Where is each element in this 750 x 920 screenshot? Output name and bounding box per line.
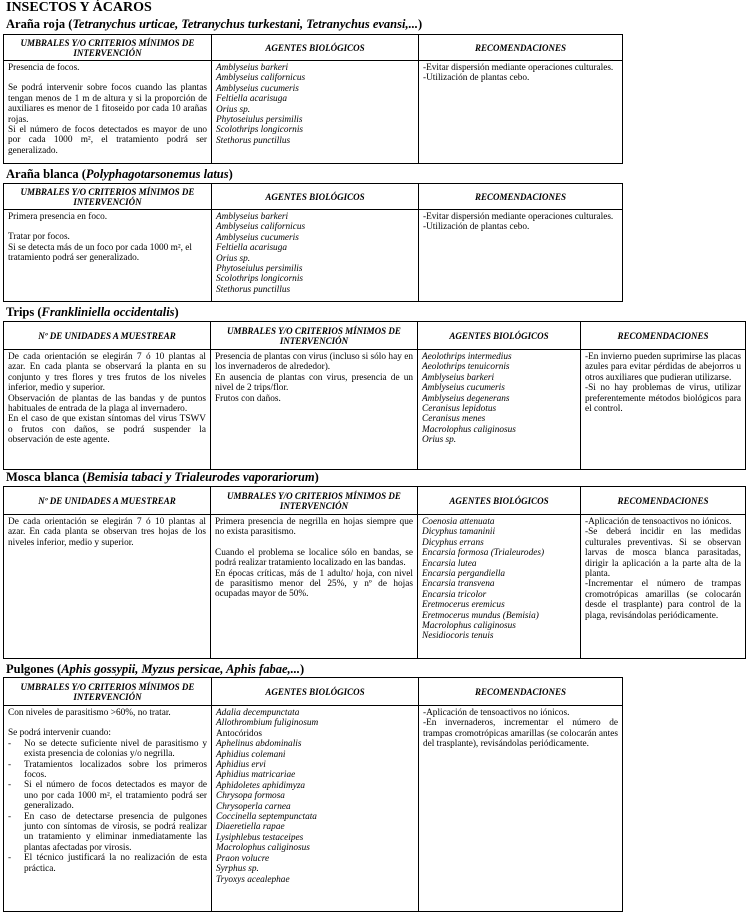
section-title-trips [6, 305, 179, 319]
table-pulgones [3, 677, 623, 912]
header-agentes: AGENTES BIOLÓGICOS [212, 678, 419, 706]
cell-umbrales [4, 706, 212, 912]
cell-text: De cada orientación se elegirán 7 ó 10 plantas al azar. En cada planta se observan tres hojas de los niveles inferior, medio y superior. [8, 517, 206, 548]
agent-name: Feltiella acarisuga [216, 94, 288, 105]
header-recomendaciones: RECOMENDACIONES [419, 678, 623, 706]
section-title-part: Araña roja ( [6, 17, 73, 31]
agent-name: Diaeretiella rapae [216, 822, 285, 833]
agent-name: Encarsia tricolor [422, 589, 487, 600]
header-unidades: Nº DE UNIDADES A MUESTREAR [4, 487, 211, 515]
agent-name: Coccinella septempunctata [216, 812, 317, 823]
agent-name: Adalia decempunctata [216, 708, 300, 718]
cell-text: En el caso de que existan síntomas del virus TSWV o frutos con daños, se podrá suspender la observación de este agente. [8, 414, 206, 446]
cell-text: De cada orientación se elegirán 7 ó 10 plantas al azar. En cada planta se observará la planta en su conjunto y tres flores y tres frutos de los niveles inferior, medio y superior. [8, 352, 206, 394]
agent-name: Tryoxys acealephae [216, 874, 290, 885]
header-umbrales: UMBRALES Y/O CRITERIOS MÍNIMOS DE INTERVENCIÓN [211, 487, 418, 515]
agent-name: Dicyphus tamaninii [422, 527, 496, 538]
section-title-part: ) [417, 17, 423, 31]
agent-name: Stethorus punctillus [216, 135, 291, 146]
section-title-aranya-roja [6, 17, 422, 31]
cell-unidades [4, 515, 211, 659]
cell-unidades [4, 350, 211, 470]
cell-agentes [418, 515, 581, 659]
section-title-mosca-blanca [6, 470, 319, 484]
criteria-list [8, 739, 207, 874]
cell-text: -Utilización de plantas cebo. [423, 73, 530, 84]
cell-text: Presencia de focos. [8, 63, 80, 73]
cell-text: Presencia de plantas con virus (incluso si sólo hay en los invernaderos de alrededor). [215, 352, 413, 373]
agent-name: Aeolothrips intermedius [422, 352, 512, 362]
cell-text: Observación de plantas de las bandas y de puntos habituales de entrada de la plaga al invernadero. [8, 393, 206, 415]
section-title-part: Araña blanca ( [6, 167, 86, 181]
agent-name: Orius sp. [216, 253, 251, 264]
agent-name: Praon volucre [216, 853, 270, 864]
agent-name: Aphelinus abdominalis [216, 739, 302, 750]
cell-text: -Utilización de plantas cebo. [423, 222, 530, 233]
agent-name: Lysiphlebus testaceipes [216, 832, 304, 843]
agent-name: Macrolophus caliginosus [422, 621, 516, 632]
agent-name: Aphidius matricariae [216, 770, 296, 781]
agent-name: Antocóridos [216, 728, 262, 739]
agent-name: Amblyseius barkeri [216, 63, 289, 73]
cell-text: -Incrementar el número de trampas cromotrópicas amarillas (se colocarán desde el trasplante) para control de la plaga, revisándolas periódicamente. [585, 579, 741, 621]
cell-text: En ausencia de plantas con virus, presencia de un nivel de 2 trips/flor. [215, 372, 413, 394]
cell-text: En épocas críticas, más de 1 adulto/ hoja, con nivel de parasitismo menor del 25%, y nº de hojas ocupadas mayor de 50%. [215, 568, 413, 600]
list-item: - El técnico justificará la no realización de esta práctica. [8, 853, 207, 874]
agent-name: Syrphus sp. [216, 864, 259, 875]
agent-name: Amblyseius cucumeris [422, 383, 505, 394]
cell-text: -Evitar dispersión mediante operaciones culturales. [423, 63, 614, 73]
cell-text: Tratar por focos. [8, 232, 70, 243]
list-item: - No se detecte suficiente nivel de parasitismo y exista presencia de colonias y/o negrilla. [8, 739, 207, 760]
agent-name: Encarsia pergandiella [422, 569, 506, 580]
header-umbrales: UMBRALES Y/O CRITERIOS MÍNIMOS DE INTERVENCIÓN [4, 184, 212, 210]
cell-recomendaciones [581, 350, 746, 470]
cell-umbrales [4, 61, 212, 164]
cell-agentes [212, 61, 419, 164]
agent-name: Stethorus punctillus [216, 284, 291, 295]
table-trips [3, 321, 746, 470]
cell-text: Se podrá intervenir sobre focos cuando las plantas tengan menos de 1 m de altura y si la proporción de auxiliares es menor de 1 fitoseido por cada 10 arañas rojas. [8, 83, 207, 125]
cell-text: -En invierno pueden suprimirse las placas azules para evitar pérdidas de abejorros u otros auxiliares que pudieran utilizarse. [585, 352, 741, 383]
header-umbrales: UMBRALES Y/O CRITERIOS MÍNIMOS DE INTERVENCIÓN [4, 678, 212, 706]
section-title-aranya-blanca [6, 167, 233, 181]
agent-name: Feltiella acarisuga [216, 243, 288, 254]
table-aranya-roja [3, 34, 623, 164]
section-title-part: ) [314, 470, 319, 484]
cell-umbrales [4, 210, 212, 302]
agent-name: Macrolophus caliginosus [216, 843, 310, 854]
section-title-part: ) [228, 167, 233, 181]
agent-name: Aphidius ervi [216, 760, 266, 771]
cell-agentes [212, 706, 419, 912]
agent-name: Amblyseius californicus [216, 73, 306, 84]
agent-name: Aeolothrips tenuicornis [422, 362, 510, 373]
agent-name: Aphidoletes aphidimyza [216, 780, 306, 791]
agent-name: Amblyseius cucumeris [216, 83, 299, 94]
cell-umbrales [211, 350, 418, 470]
cell-text: -Aplicación de tensoactivos no iónicos. [585, 517, 732, 527]
agent-name: Nesidiocoris tenuis [422, 631, 494, 642]
cell-text: Si el número de focos detectados es mayor de uno por cada 1000 m², el tratamiento podrá ser generalizado. [8, 125, 207, 156]
cell-recomendaciones [419, 61, 623, 164]
agent-name: Amblyseius barkeri [422, 372, 495, 383]
table-mosca-blanca [3, 486, 746, 659]
agent-name: Amblyseius californicus [216, 222, 306, 233]
header-umbrales: UMBRALES Y/O CRITERIOS MÍNIMOS DE INTERVENCIÓN [4, 35, 212, 61]
section-title-pulgones [6, 662, 304, 676]
header-agentes: AGENTES BIOLÓGICOS [418, 322, 581, 350]
header-umbrales: UMBRALES Y/O CRITERIOS MÍNIMOS DE INTERVENCIÓN [211, 322, 418, 350]
section-title-part: ) [300, 662, 305, 676]
list-item: - Tratamientos localizados sobre los primeros focos. [8, 760, 207, 781]
section-title-part: Mosca blanca ( [6, 470, 87, 484]
cell-umbrales [211, 515, 418, 659]
cell-text: Cuando el problema se localice sólo en bandas, se podrá realizar tratamiento localizado en las bandas. [215, 547, 413, 569]
header-agentes: AGENTES BIOLÓGICOS [212, 184, 419, 210]
section-title-part: Trips ( [6, 305, 42, 319]
section-title-part: Bemisia tabaci y Trialeurodes vaporariorum [86, 470, 315, 484]
agent-name: Allothrombium fuliginosum [216, 718, 319, 729]
agent-name: Amblyseius cucumeris [216, 232, 299, 243]
agent-name: Phytoseiulus persimilis [216, 264, 303, 275]
agent-name: Encarsia formosa (Trialeurodes) [422, 548, 545, 559]
agent-name: Orius sp. [216, 104, 251, 115]
agent-name: Phytoseiulus persimilis [216, 115, 303, 126]
cell-agentes [212, 210, 419, 302]
header-unidades: Nº DE UNIDADES A MUESTREAR [4, 322, 211, 350]
cell-text: Primera presencia en foco. [8, 212, 108, 222]
cell-text: Frutos con daños. [215, 393, 281, 404]
agent-name: Coenosia attenuata [422, 517, 495, 527]
table-aranya-blanca [3, 183, 623, 302]
agent-name: Orius sp. [422, 435, 457, 446]
agent-name: Eretmocerus eremicus [422, 600, 505, 611]
cell-text: Primera presencia de negrilla en hojas siempre que no exista parasitismo. [215, 517, 413, 538]
agent-name: Aphidius colemani [216, 749, 286, 760]
list-item: - En caso de detectarse presencia de pulgones junto con síntomas de virosis, se podrá realizar un tratamiento y eliminar inmediatamente las plantas afectadas por virosis. [8, 812, 207, 854]
header-recomendaciones: RECOMENDACIONES [419, 35, 623, 61]
list-item: - Si el número de focos detectados es mayor de uno por cada 1000 m², el tratamiento podrá ser generalizado. [8, 780, 207, 811]
cell-text: Con niveles de parasitismo >60%, no tratar. [8, 708, 171, 718]
cell-recomendaciones [419, 210, 623, 302]
agent-name: Dicyphus errans [422, 537, 484, 548]
agent-name: Macrolophus caliginosus [422, 424, 516, 435]
cell-recomendaciones [581, 515, 746, 659]
agent-name: Eretmocerus mundus (Bemisia) [422, 610, 539, 621]
section-title-part: Aphis gossypii, Myzus persicae, Aphis fabae,... [61, 662, 301, 676]
agent-name: Encarsia transvena [422, 579, 495, 590]
section-title-part: Tetranychus urticae, Tetranychus turkestani, Tetranychus evansi,... [72, 17, 418, 31]
agent-name: Chrysopa formosa [216, 791, 285, 802]
cell-text: -Evitar dispersión mediante operaciones culturales. [423, 212, 614, 222]
header-agentes: AGENTES BIOLÓGICOS [418, 487, 581, 515]
section-title-part: Pulgones ( [6, 662, 62, 676]
section-title-part: ) [174, 305, 179, 319]
cell-text: Se podrá intervenir cuando: [8, 728, 112, 739]
cell-text: -Aplicación de tensoactivos no iónicos. [423, 708, 570, 718]
header-agentes: AGENTES BIOLÓGICOS [212, 35, 419, 61]
agent-name: Amblyseius degenerans [422, 393, 510, 404]
header-recomendaciones: RECOMENDACIONES [581, 322, 746, 350]
section-title-part: Frankliniella occidentalis [41, 305, 175, 319]
agent-name: Scolothrips longicornis [216, 274, 304, 285]
agent-name: Ceranisus lepidotus [422, 404, 497, 415]
header-recomendaciones: RECOMENDACIONES [581, 487, 746, 515]
cell-text: -Se deberá incidir en las medidas culturales preventivas. Si se observan larvas de mosca blanca parasitadas, dirigir la aplicación a la parte alta de la planta. [585, 527, 741, 580]
cell-text: -En invernaderos, incrementar el número de trampas cromotrópicas amarillas (se colocarán antes del trasplante), revisándolas periódicamente. [423, 718, 618, 750]
header-recomendaciones: RECOMENDACIONES [419, 184, 623, 210]
page-title: INSECTOS Y ÁCAROS [6, 0, 152, 15]
agent-name: Amblyseius barkeri [216, 212, 289, 222]
agent-name: Encarsia lutea [422, 558, 477, 569]
agent-name: Scolothrips longicornis [216, 125, 304, 136]
section-title-part: Polyphagotarsonemus latus [85, 167, 229, 181]
cell-text: -Si no hay problemas de virus, utilizar preferentemente métodos biológicos para el control. [585, 383, 741, 415]
cell-agentes [418, 350, 581, 470]
agent-name: Chrysoperla carnea [216, 801, 291, 812]
cell-recomendaciones [419, 706, 623, 912]
agent-name: Ceranisus menes [422, 414, 486, 425]
cell-text: Si se detecta más de un foco por cada 1000 m², el tratamiento podrá ser generalizado. [8, 242, 193, 264]
